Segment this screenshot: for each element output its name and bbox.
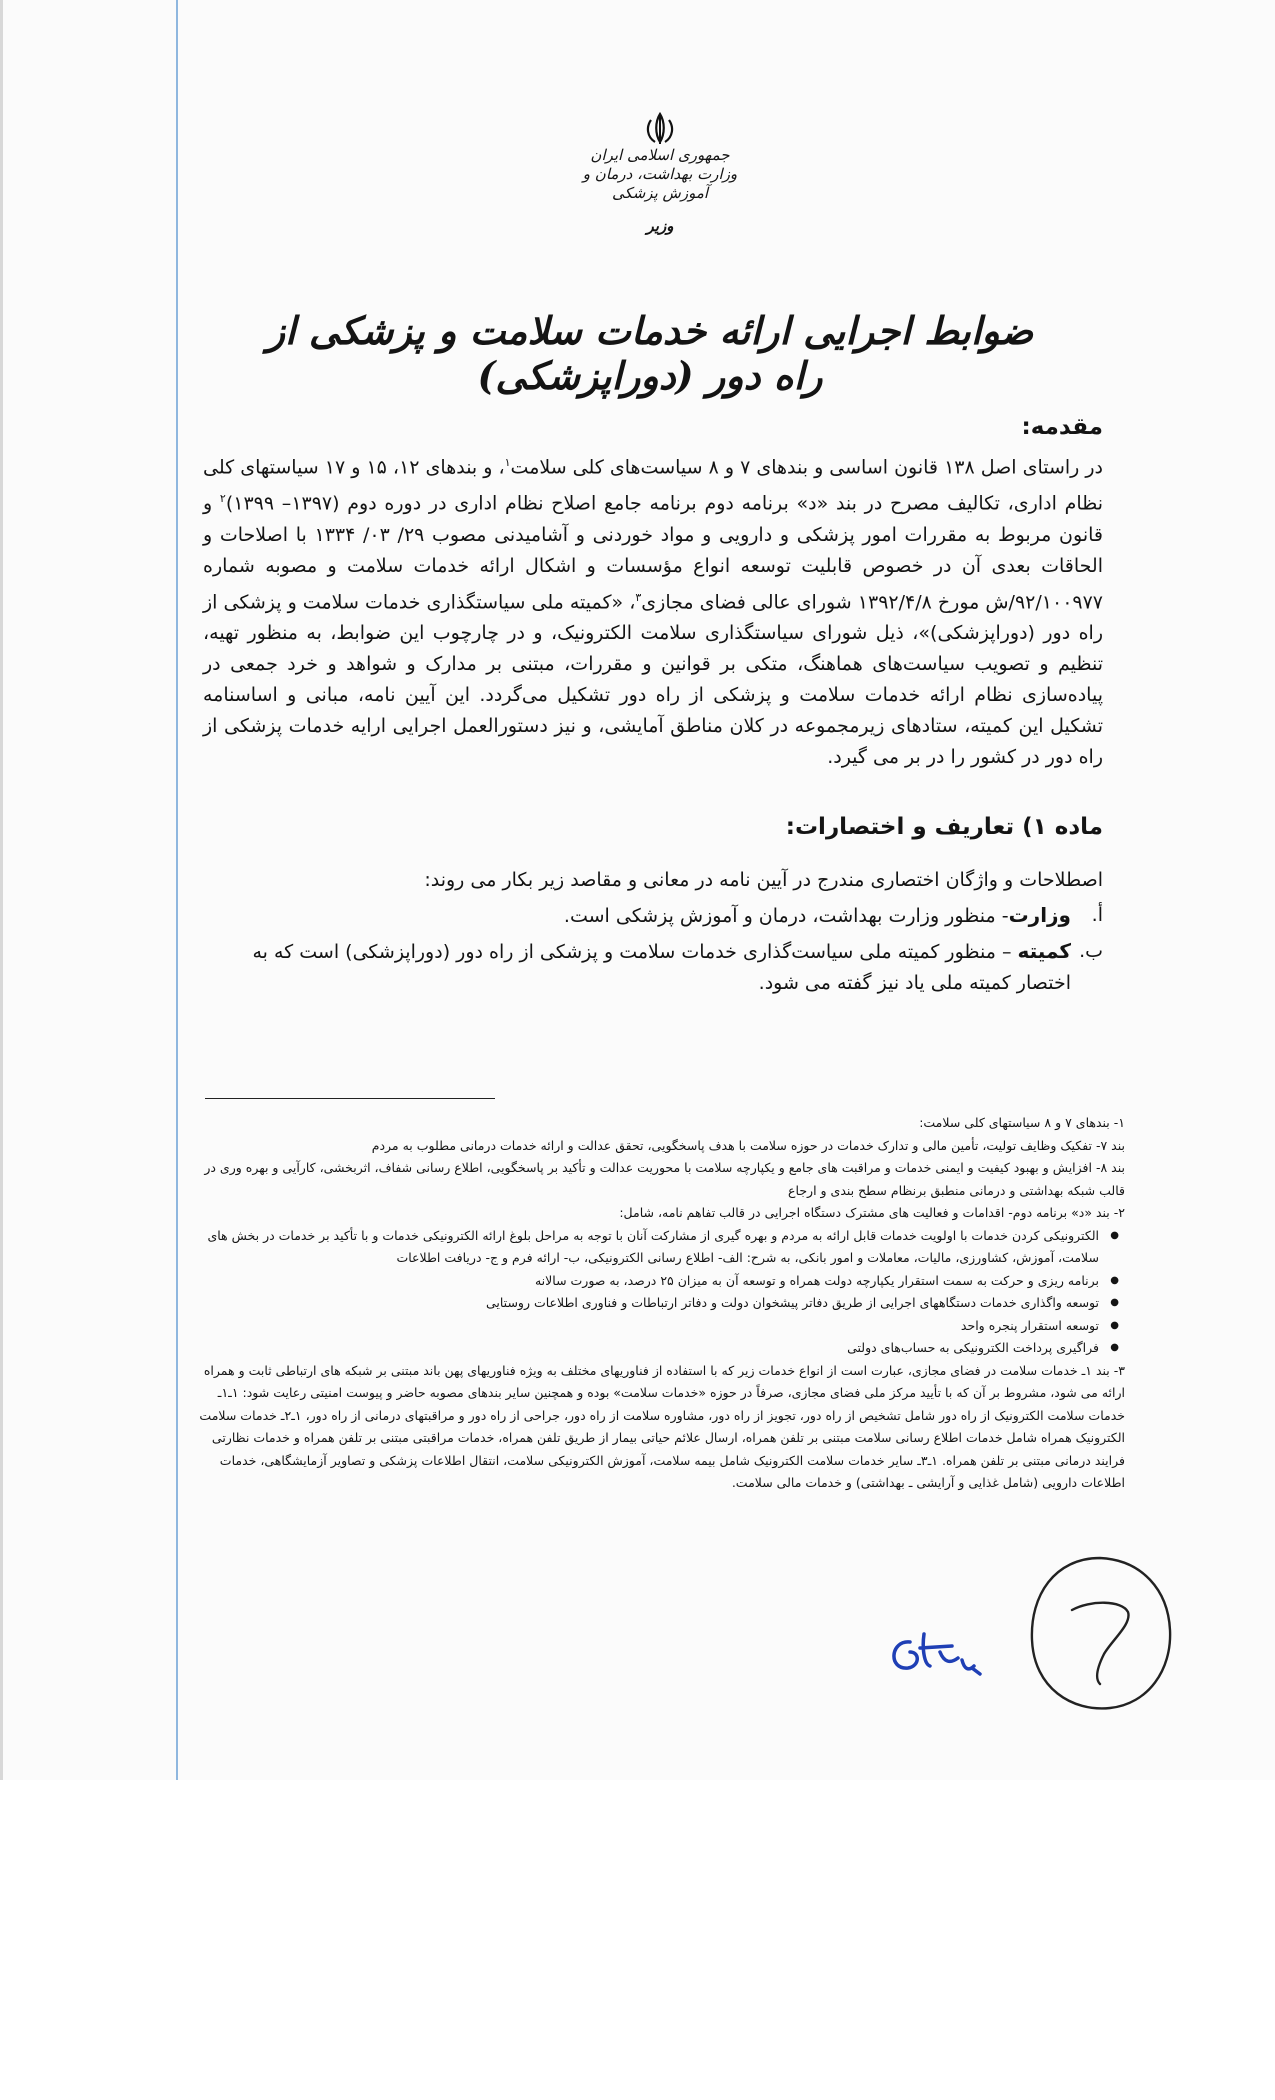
definition-item [203,936,1103,999]
definition-item [203,900,1103,932]
letterhead-minister: وزیر [646,217,674,235]
intro-heading: مقدمه: [1021,414,1103,440]
definition-letter: أ. [1091,904,1103,926]
definition-term: وزارت [1008,903,1071,927]
article-1-section [203,812,1103,999]
footnote-ref-1[interactable]: ۱ [504,456,511,469]
footnote-3-text: ۳- بند ۱ـ خدمات سلامت در فضای مجازی، عبارت است از انواع خدمات زیر که با استفاده از فناوریهای مختلف به ویژه فناوریهای پهن باند مبتنی بر شبکه های ارتباطی ثابت و همراه ارائه می شود، مشروط بر آن که با تأیید مرکز ملی فضای مجازی، صرفاً در حوزه «خدمات سلامت» بوده و همچنین سایر بندهای مصوبه حاضر و پیوست امنیتی رعایت شود: ۱ـ۱ـ خدمات سلامت الکترونیک از راه دور شامل تشخیص از راه دور، تجویز از راه دور، مشاوره سلامت از راه دور، جراحی از راه دور و مراقبتهای درمانی از راه دور، ۱ـ۲ـ خدمات سلامت الکترونیک همراه شامل خدمات اطلاع رسانی سلامت مبتنی بر تلفن همراه، ارسال علائم حیاتی بیمار از طریق تلفن همراه، خدمات مراقبتی مبتنی بر تلفن همراه و خدمات نظارتی فرایند درمانی مبتنی بر تلفن همراه. ۱ـ۳ـ سایر خدمات سلامت الکترونیک شامل بیمه سلامت، آموزش الکترونیکی سلامت، انتقال اطلاعات پزشکی و تصاویر آزمایشگاهی، خدمات اطلاعات دارویی (شامل غذایی و آرایشی ـ بهداشتی) و خدمات مالی سلامت. [199,1362,1125,1490]
footnote-2-bullet: ● توسعه استقرار پنجره واحد [195,1315,1099,1338]
intro-text-b: ، و بندهای ۱۲، ۱۵ و ۱۷ سیاستهای کلی نظام اداری، تکالیف مصرح در بند «د» برنامه دوم برنامه جامع اصلاح نظام اداری در دوره دوم (۱۳۹۷– ۱۳۹۹) [203,456,1103,515]
letterhead-line-2: وزارت بهداشت، درمان و آموزش پزشکی [582,165,738,202]
footnote-2-list [195,1225,1125,1360]
intro-text-d: ، «کمیته ملی سیاستگذاری خدمات سلامت و پزشکی از راه دور (دوراپزشکی)»، ذیل شورای سیاستگذاری سلامت الکترونیک، و در چارچوب این ضوابط، به منظور تهیه، تنظیم و تصویب سیاست‌های هماهنگ، متکی بر قوانین و مقررات، مبتنی بر مدارک و شواهد و خرد جمعی در پیاده‌سازی نظام ارائه خدمات سلامت و پزشکی از راه دور تشکیل می‌گردد. این آیین نامه، مبانی و اساسنامه تشکیل این کمیته، ستادهای زیرمجموعه در کلان مناطق آمایشی، و نیز دستورالعمل اجرایی ارایه خدمات پزشکی از راه دور در کشور را در بر می گیرد. [203,590,1103,768]
ink-stamp-circle [1020,1550,1180,1720]
footnote-1-line-1: بند ۷- تفکیک وظایف تولیت، تأمین مالی و تدارک خدمات در حوزه سلامت با هدف پاسخگویی، تحقق عدالت و ارائه خدمات درمانی مطلوب به مردم [371,1137,1125,1153]
footnote-2-bullet: ● توسعه واگذاری خدمات دستگاههای اجرایی از طریق دفاتر پیشخوان دولت و دفاتر ارتباطات و فناوری اطلاعات روستایی [195,1292,1099,1315]
article-1-lead: اصطلاحات و واژگان اختصاری مندرج در آیین نامه در معانی و مقاصد زیر بکار می روند: [424,869,1103,891]
footnote-2-bullet: ● فراگیری پرداخت الکترونیکی به حساب‌های دولتی [195,1337,1099,1360]
introduction-section [203,412,1103,773]
footnote-separator [205,1098,495,1099]
intro-text-c: و قانون مربوط به مقررات امور پزشکی و دارویی و مواد خوردنی و آشامیدنی مصوب ۲۹/ ۰۳/ ۱۳۳۴ با اصلاحات و الحاقات بعدی آن در خصوص قابلیت توسعه انواع مؤسسات و اشکال ارائه خدمات سلامت و مصوبه شماره ۹۲/۱۰۰۹۷۷/ش مورخ ۱۳۹۲/۴/۸ شورای عالی فضای مجازی [203,492,1104,613]
footnote-2-bullet: ● برنامه ریزی و حرکت به سمت استقرار یکپارچه دولت همراه و توسعه آن به میزان ۲۵ درصد، به صورت سالانه [195,1270,1099,1293]
footnote-1-heading: ۱- بندهای ۷ و ۸ سیاستهای کلی سلامت: [919,1115,1125,1130]
footnote-2-heading: ۲- بند «د» برنامه دوم- اقدامات و فعالیت های مشترک دستگاه اجرایی در قالب تفاهم نامه، شامل: [619,1205,1125,1220]
footnote-ref-3[interactable]: ۳ [635,590,642,604]
letterhead-line-1: جمهوری اسلامی ایران [590,146,730,164]
iran-emblem-icon [642,112,678,146]
definition-letter: ب. [1079,940,1103,962]
footnote-2-bullet: ● الکترونیکی کردن خدمات با اولویت خدمات قابل ارائه به مردم و بهره گیری از مشارکت آنان با توجه به مراحل بلوغ ارائه الکترونیکی خدمات و با تأکید بر خدمات در بخش های سلامت، آموزش، کشاورزی، مالیات، معاملات و امور بانکی، به شرح: الف- اطلاع رسانی الکترونیکی، ب- ارائه فرم و ج- دریافت اطلاعات [195,1225,1099,1270]
definition-term: کمیته [1017,939,1071,963]
definition-text: – منظور کمیته ملی سیاست‌گذاری خدمات سلامت و پزشکی از راه دور (دوراپزشکی) است که به اختصار کمیته ملی یاد نیز گفته می شود. [252,941,1071,994]
letterhead [560,112,760,236]
intro-paragraph [203,447,1103,773]
minister-signature [880,1622,990,1682]
footnote-ref-2[interactable]: ۲ [219,492,226,506]
intro-text-a: در راستای اصل ۱۳۸ قانون اساسی و بندهای ۷ و ۸ سیاست‌های کلی سلامت [510,456,1104,479]
definition-text: - منظور وزارت بهداشت، درمان و آموزش پزشکی است. [563,905,1009,927]
footnotes-section [195,1112,1125,1495]
article-1-heading: ماده ۱) تعاریف و اختصارات: [785,814,1103,840]
margin-rule [176,0,178,1780]
footnote-1-line-2: بند ۸- افزایش و بهبود کیفیت و ایمنی خدمات و مراقبت های جامع و یکپارچه سلامت با محوریت عدالت و تأکید بر پاسخگویی، اطلاع رسانی شفاف، اثربخشی، کارآیی و بهره وری در قالب شبکه بهداشتی و درمانی منطبق برنظام سطح بندی و ارجاع [204,1160,1125,1198]
document-title: ضوابط اجرایی ارائه خدمات سلامت و پزشکی از راه دور (دوراپزشکی) [266,308,1034,398]
